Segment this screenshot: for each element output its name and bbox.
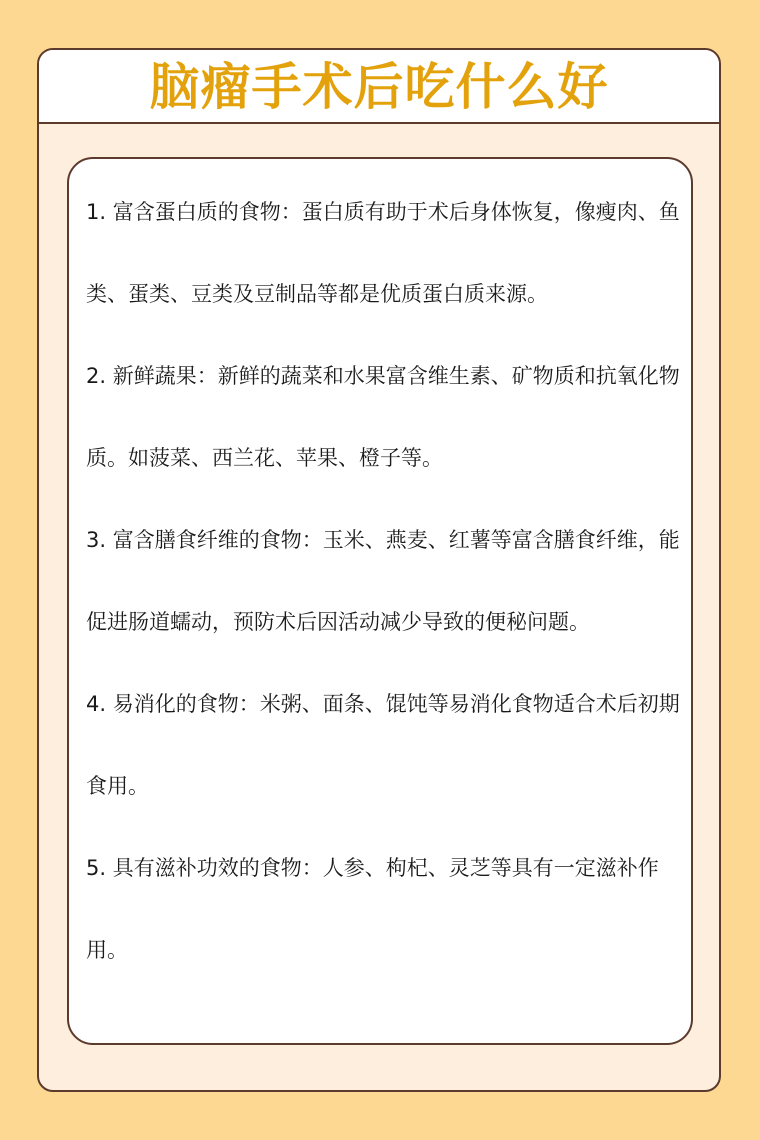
content-card bbox=[67, 157, 693, 1045]
list-item: 4. 易消化的食物：米粥、面条、馄饨等易消化食物适合术后初期食用。 bbox=[86, 692, 680, 798]
page-title: 脑瘤手术后吃什么好 bbox=[149, 58, 609, 116]
list-item: 2. 新鲜蔬果：新鲜的蔬菜和水果富含维生素、矿物质和抗氧化物质。如菠菜、西兰花、苹果、橙子等。 bbox=[86, 364, 680, 470]
list-item: 3. 富含膳食纤维的食物：玉米、燕麦、红薯等富含膳食纤维，能促进肠道蠕动，预防术后因活动减少导致的便秘问题。 bbox=[86, 528, 680, 634]
list-item: 1. 富含蛋白质的食物：蛋白质有助于术后身体恢复，像瘦肉、鱼类、蛋类、豆类及豆制品等都是优质蛋白质来源。 bbox=[86, 200, 680, 306]
list-item: 5. 具有滋补功效的食物：人参、枸杞、灵芝等具有一定滋补作用。 bbox=[86, 856, 659, 962]
content-list bbox=[86, 171, 686, 991]
title-bar bbox=[39, 50, 719, 124]
